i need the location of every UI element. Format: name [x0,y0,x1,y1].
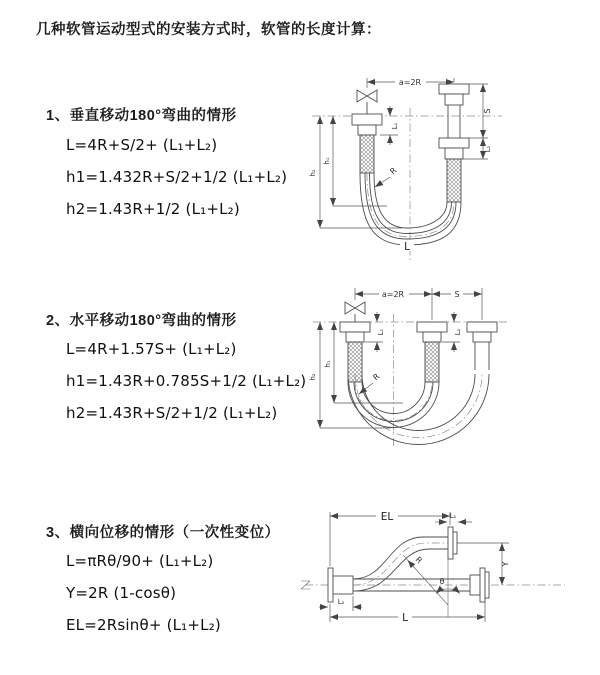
diagram-lateral-displacement [297,498,597,648]
dimension-l1 [380,106,399,145]
svg-text:L₁: L₁ [391,122,399,130]
middle-pipe-fitting [417,322,447,382]
svg-text:h₂: h₂ [309,373,317,381]
left-end-fitting [352,114,382,173]
braided-hose-section [425,342,439,382]
dimension-s [469,84,492,138]
formula-line: h2=1.43R+S/2+1/2 (L₁+L₂) [66,404,278,422]
radius-leader [408,555,425,568]
u-shaped-hose [348,382,439,428]
diagram-horizontal-180-bend [303,278,598,453]
svg-text:θ: θ [439,577,445,586]
svg-text:a=2R: a=2R [381,290,405,299]
svg-text:a=2R: a=2R [398,78,422,87]
braided-hose-section [360,135,374,173]
svg-text:S: S [454,290,460,299]
svg-text:L₂: L₂ [454,328,462,336]
radius-leader [375,166,399,187]
section-2-heading: 2、水平移动180°弯曲的情形 [46,313,237,329]
svg-text:h₁: h₁ [324,360,332,368]
svg-text:h₂: h₂ [309,169,317,177]
section-1-heading: 1、垂直移动180°弯曲的情形 [46,108,237,124]
svg-text:Y: Y [501,561,510,567]
left-pipe-fitting [340,322,370,382]
valve-icon [345,302,365,322]
svg-text:EL: EL [380,511,394,523]
svg-text:L₁: L₁ [449,512,457,520]
svg-text:R: R [413,555,424,566]
svg-text:L₁: L₁ [377,328,385,336]
dimension-h2 [309,116,402,228]
formula-line: L=4R+S/2+ (L₁+L₂) [66,136,218,154]
left-end-fitting [328,568,353,602]
formula-line: Y=2R (1-cosθ) [66,584,177,602]
svg-text:L₂: L₂ [337,598,345,606]
dimension-el [330,510,450,566]
dimension-l2 [319,596,362,611]
angle-theta-label [440,577,445,586]
formula-line: h2=1.43R+1/2 (L₁+L₂) [66,200,240,218]
formula-line: L=4R+1.57S+ (L₁+L₂) [66,340,237,358]
dimension-s [432,288,482,320]
displaced-end-fitting [448,527,457,559]
svg-text:L: L [404,241,410,253]
formula-line: L=πRθ/90+ (L₁+L₂) [66,552,214,570]
formula-line: EL=2Rsinθ+ (L₁+L₂) [66,616,221,634]
formula-line: h1=1.432R+S/2+1/2 (L₁+L₂) [66,168,288,186]
braided-hose-section [447,159,461,202]
dimension-l1 [435,512,472,522]
svg-text:L₂: L₂ [484,145,492,153]
svg-text:R: R [388,165,399,177]
displaced-hose-s-curve [353,537,448,591]
centerlines [312,108,502,260]
page-title: 几种软管运动型式的安装方式时，软管的长度计算： [36,22,381,38]
u-shaped-hose [360,173,461,245]
displaced-hose-position [348,371,489,445]
formula-line: h1=1.43R+0.785S+1/2 (L₁+L₂) [66,372,307,390]
dimension-l [400,240,414,253]
svg-text:L: L [402,612,408,624]
right-end-fitting [470,568,489,602]
right-end-fitting [439,84,469,202]
svg-text:R: R [371,371,382,383]
dimension-h1 [323,116,387,206]
svg-text:S: S [483,108,492,114]
valve-icon [357,90,377,114]
svg-text:h₁: h₁ [323,157,331,165]
section-3-heading: 3、横向位移的情形（一次性变位） [46,525,280,541]
diagram-vertical-180-bend [302,68,587,266]
displaced-pipe-fitting [467,322,497,370]
